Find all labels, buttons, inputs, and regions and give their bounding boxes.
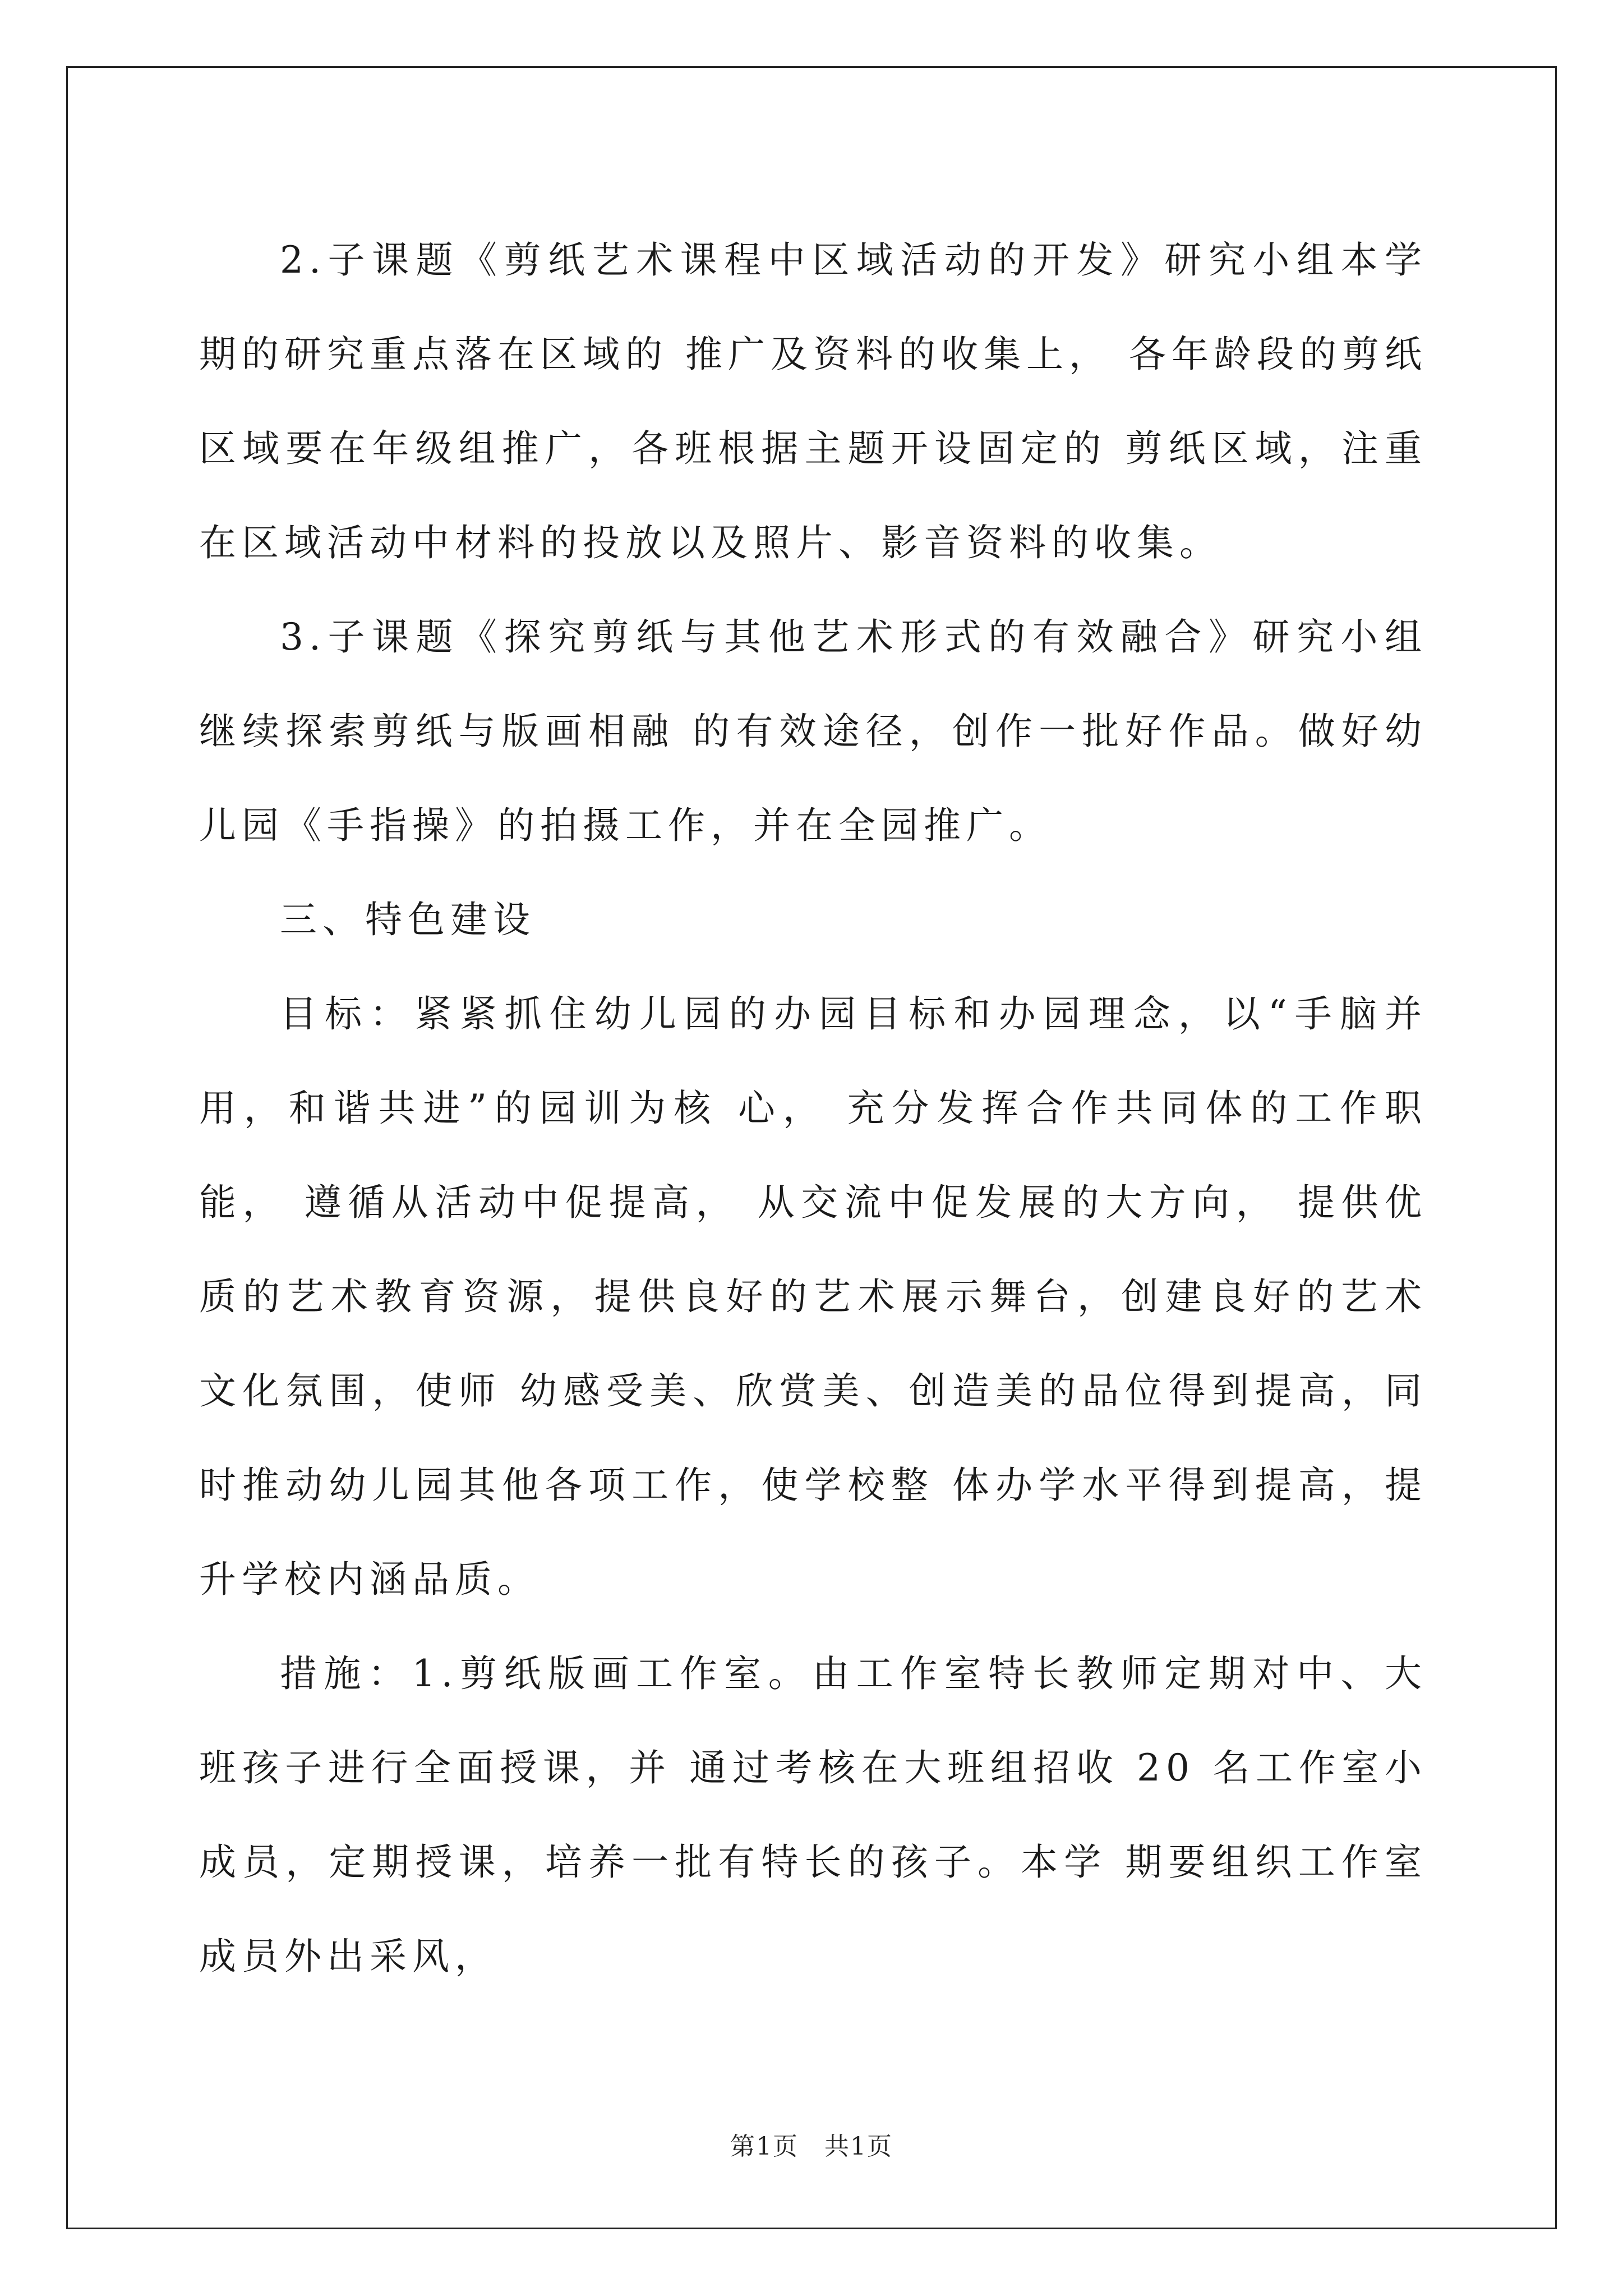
document-body [199,213,1427,2004]
paragraph-goal: 目标：紧紧抓住幼儿园的办园目标和办园理念，以“手脑并用，和谐共进”的园训为核 心， 充分发挥合作共同体的工作职能， 遵循从活动中促提高， 从交流中促发展的大方向， 提供优质的艺术教育资源，提供良好的艺术展示舞台，创建良好的艺术文化氛围，使师 幼感受美、欣赏美、创造美的品位得到提高，同时推动幼儿园其他各项工作，使学校整 体办学水平得到提高，提升学校内涵品质。 [199,992,1427,1601]
paragraph-measures: 措施：1.剪纸版画工作室。由工作室特长教师定期对中、大班孩子进行全面授课，并 通过考核在大班组招收 20 名工作室小成员，定期授课，培养一批有特长的孩子。本学 期要组织工作室成员外出采风， [199,1652,1427,1978]
page-footer: 第1页 共1页 [730,2132,893,2161]
section-heading: 三、特色建设 [280,898,536,941]
paragraph-subtopic-3: 3.子课题《探究剪纸与其他艺术形式的有效融合》研究小组继续探索剪纸与版画相融 的有效途径，创作一批好作品。做好幼儿园《手指操》的拍摄工作，并在全园推广。 [199,615,1427,847]
paragraph-subtopic-2: 2.子课题《剪纸艺术课程中区域活动的开发》研究小组本学期的研究重点落在区域的 推广及资料的收集上， 各年龄段的剪纸区域要在年级组推广，各班根据主题开设固定的 剪纸区域，注重在区域活动中材料的投放以及照片、影音资料的收集。 [199,238,1427,564]
